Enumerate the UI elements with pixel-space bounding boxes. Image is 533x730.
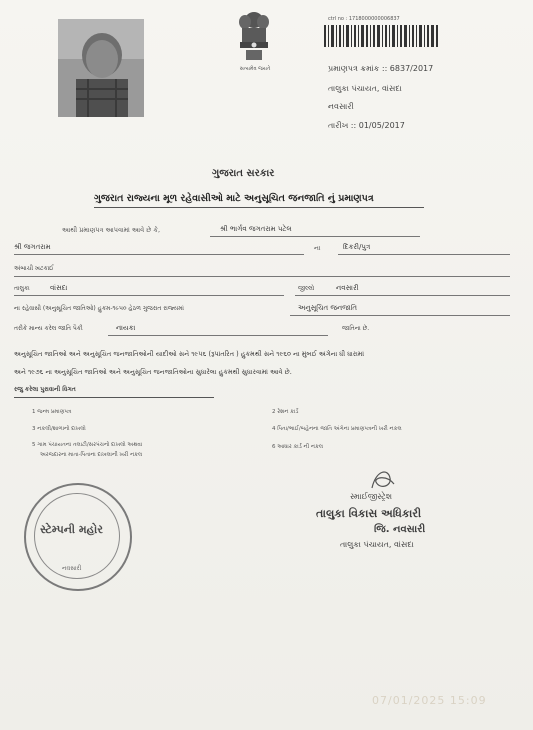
document-item-5-line-2: અરજદારના માતા-પિતાના દાખલાની ખરી નકલ <box>40 452 143 458</box>
caste-category: અનુસૂચિત જનજાતિ <box>298 304 358 312</box>
barcode-icon <box>324 25 440 47</box>
taluka-line <box>14 295 284 296</box>
certificate-title: ગુજરાત રાજ્યના મૂળ રહેવાસીઓ માટે અનુસૂચિત જનજાતિ નું પ્રમાણપત્ર <box>94 193 374 204</box>
signature-line-3: જિ. નવસારી <box>374 524 426 535</box>
person-name-line <box>210 236 420 237</box>
father-name-line <box>14 254 304 255</box>
tribe-suffix: જાતિના છે. <box>342 325 370 332</box>
paragraph-line-1: અનુસૂચિત જાતિઓ અને અનુસૂચિત જનજાતિઓની યાદીઓ સને ૧૯૫૬ (રૂપાંતરિત ) હુકમથી સને ૧૯૬૦ ના મુંબઈ અંગેના ધી ધારામાં <box>14 350 365 358</box>
photo-timestamp: 07/01/2025 15:09 <box>372 694 487 707</box>
office-seal <box>24 483 132 591</box>
caste-order-label: ના રહેવાસી (અનુસૂચિત જાતિઓ) હુકમ-૧૯૫૦ હેઠળ ગુજરાત રાજ્યમાં <box>14 305 184 312</box>
seal-text: સ્ટેમ્પની મહોર <box>40 523 103 536</box>
seal-subtext: નવસારી <box>62 565 82 572</box>
district-label: જીલ્લો <box>298 285 315 292</box>
tribe-line <box>108 335 328 336</box>
office-line-2: નવસારી <box>328 102 354 111</box>
barcode-number: ctrl no : 1718000000006837 <box>328 16 400 22</box>
certify-label: આથી પ્રમાણપત્ર આપવામાં આવે છે કે, <box>62 226 161 234</box>
district-line <box>295 295 510 296</box>
barcode-block <box>322 16 442 56</box>
certificate-number: પ્રમાણપત્ર ક્રમાંક :: 6837/2017 <box>328 64 434 73</box>
signature-line-4: તાલુકા પંચાયત, વાંસદા <box>340 540 414 549</box>
village-value: અંબાચી ખટકાઈ <box>14 265 54 272</box>
tribe-label: તરીકે માન્ય કરેલ જાતિ પૈકી <box>14 325 83 332</box>
documents-heading-underline <box>14 397 214 398</box>
documents-heading: રજુ કરેલા પુરાવાની વિગત <box>14 386 76 393</box>
government-title: ગુજરાત સરકાર <box>212 168 275 179</box>
relation-line <box>338 254 510 255</box>
document-item: 5 ગામ પંચાયતના તલાટી/સરપંચનો દાખલો અથવા <box>32 442 143 448</box>
person-name: શ્રી ભાર્ગવ જગતરામ પટેલ <box>220 225 292 233</box>
issue-date: તારીખ :: 01/05/2017 <box>328 121 405 130</box>
tribe-value: નાયકા <box>116 324 136 332</box>
document-item: 4 પિતા/ભાઈ/બહેનના જાતિ અંગેના પ્રમાણપત્રની ખરી નકલ <box>272 426 402 432</box>
document-item: 6 આધાર કાર્ડ ની નકલ <box>272 444 324 450</box>
signature-designation: તાલુકા વિકાસ અધિકારી <box>316 507 422 520</box>
national-emblem-icon <box>232 8 276 68</box>
relation-label: ના <box>314 244 321 252</box>
emblem-caption: સત્યમેવ જયતે <box>239 66 271 72</box>
taluka-label: તાલુકા <box>14 285 30 292</box>
document-item: 2 રેશન કાર્ડ <box>272 409 299 415</box>
district-value: નવસારી <box>336 284 359 292</box>
signature-line-1: સ્માઈજીસ્ટ્રેશ <box>350 492 393 501</box>
village-line <box>14 276 510 277</box>
caste-category-line <box>290 315 510 316</box>
paragraph-line-2: અને ૧૯૭૬ ના અનુસૂચિત જાતિઓ અને અનુસૂચિત જનજાતિઓના સુધારેલા હુકમથી સુધારવામાં આવે છે. <box>14 368 292 376</box>
taluka-value: વાંસદા <box>50 284 68 292</box>
document-item: 3 નકલી/શાળાનો દાખલો <box>32 426 86 432</box>
signature-icon <box>368 466 398 494</box>
father-name: શ્રી જગતરામ <box>14 243 51 251</box>
document-item: 1 જન્મ પ્રમાણપત્ર <box>32 409 72 415</box>
office-line-1: તાલુકા પંચાયત, વાંસદા <box>328 84 402 93</box>
relation-value: દિકરી/પુત્ર <box>343 243 371 251</box>
applicant-photo <box>58 19 144 117</box>
title-underline <box>94 207 424 208</box>
